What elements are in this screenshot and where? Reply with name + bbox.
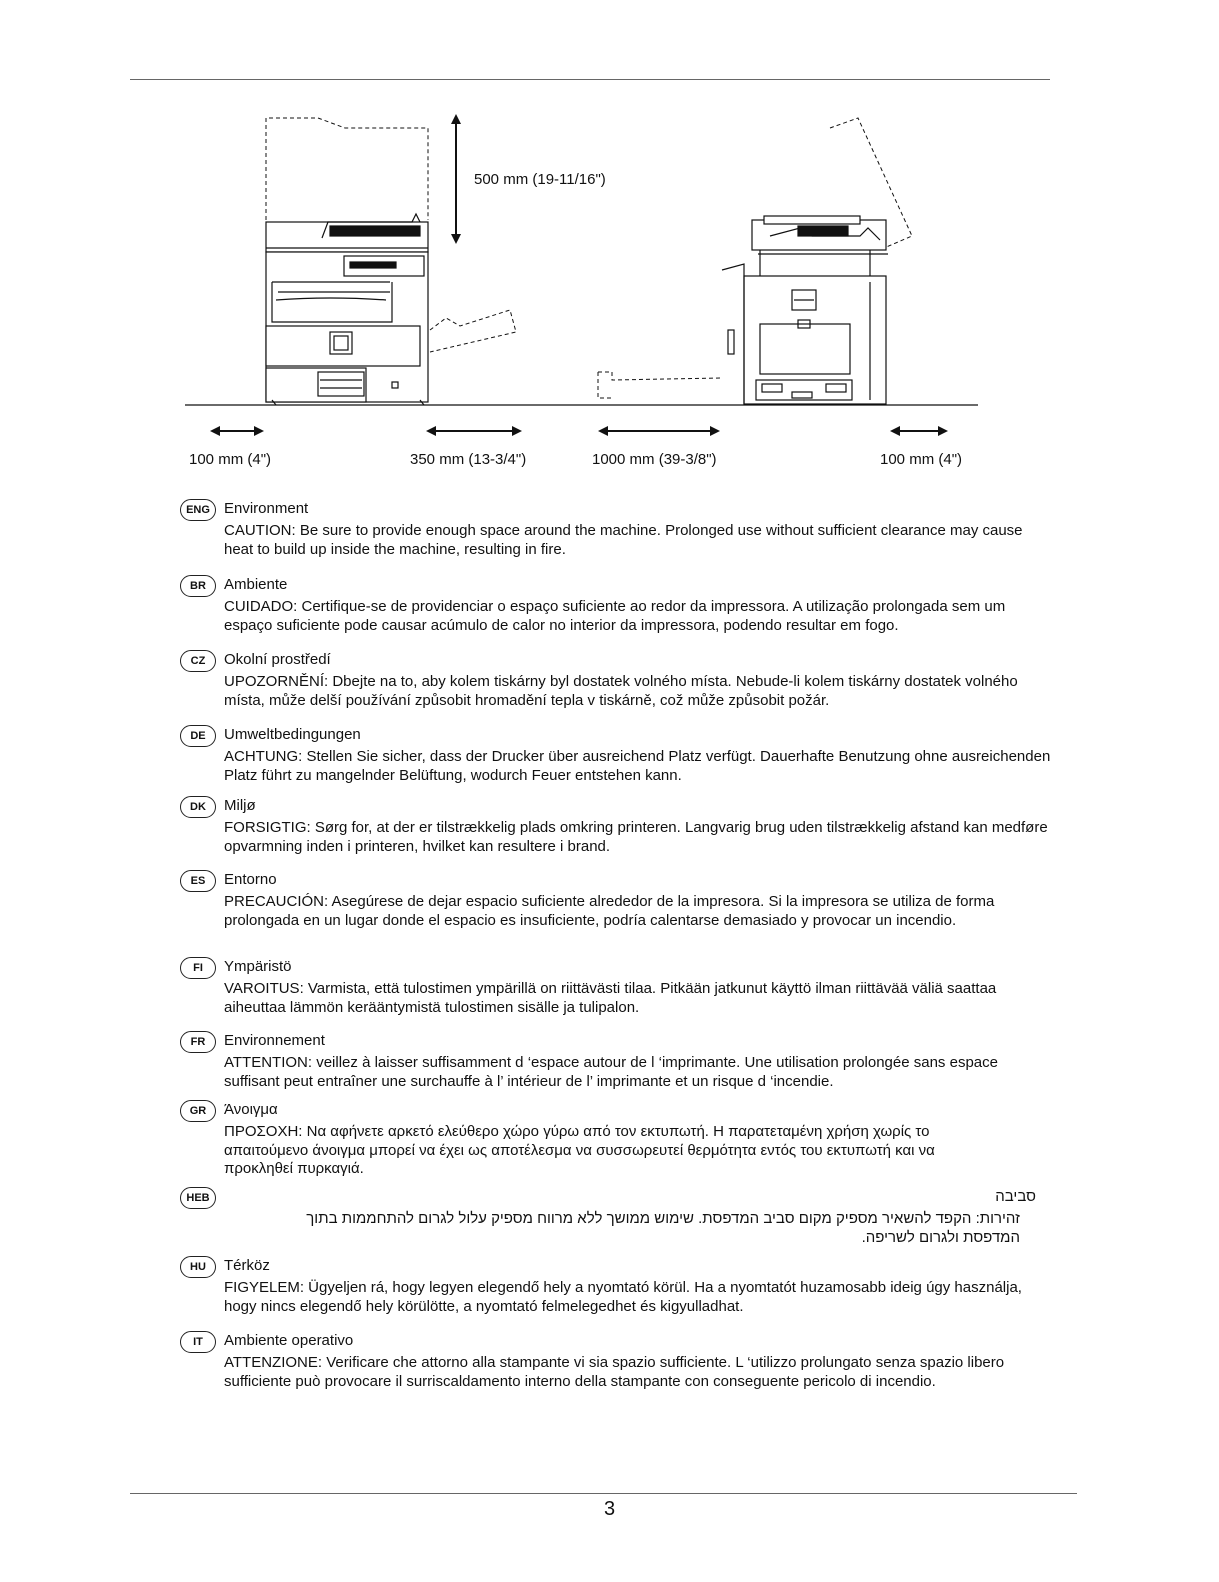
entry-heb [180, 1187, 1060, 1249]
entry-heading: Miljø [224, 797, 256, 814]
entry-body: ΠΡΟΣΟΧΗ: Να αφήνετε αρκετό ελεύθερο χώρο γύρω από τον εκτυπωτή. Η παρατεταμένη χρήση χωρίς το απαιτούμενο άνοιγμα μπορεί να έχει ως αποτέλεσμα να συσσωρευτεί θερμότητα εντός του εκτυπωτή και να προκληθεί πυρκαγιά. [224, 1123, 935, 1177]
entry-it [180, 1331, 1060, 1393]
language-badge: CZ [180, 650, 216, 672]
language-badge: ES [180, 870, 216, 892]
language-badge: DE [180, 725, 216, 747]
entry-cz [180, 650, 1060, 712]
entry-heading: Environment [224, 500, 309, 517]
language-badge: FI [180, 957, 216, 979]
bottom-rule [130, 1493, 1077, 1494]
language-badge: DK [180, 796, 216, 818]
entry-body: ATTENZIONE: Verificare che attorno alla stampante vi sia spazio sufficiente. L ‘utilizzo prolungato senza spazio libero sufficiente può provocare il surriscaldamento interno della stampante con conseguente pericolo di incendio. [224, 1354, 1005, 1390]
entry-body: UPOZORNĚNÍ: Dbejte na to, aby kolem tiskárny byl dostatek volného místa. Nebude-li kolem tiskárny dostatek volného místa, může delší používání způsobit hromadění tepla v tiskárně, což může způsobit požár. [224, 673, 1018, 709]
entry-body: FORSIGTIG: Sørg for, at der er tilstrækkelig plads omkring printeren. Langvarig brug uden tilstrækkelig afstand kan medføre opvarmning inden i printeren, hvilket kan resultere i brand. [224, 819, 1048, 855]
entry-heading: Okolní prostředí [224, 651, 331, 668]
entry-heading: Ympäristö [224, 958, 292, 975]
entry-heading: Térköz [224, 1257, 270, 1274]
entry-heading: Umweltbedingungen [224, 726, 361, 743]
entry-br [180, 575, 1060, 637]
open-drawer-outline [598, 372, 722, 398]
language-badge: GR [180, 1100, 216, 1122]
entry-body: CUIDADO: Certifique-se de providenciar o espaço suficiente ao redor da impressora. A utilização prolongada sem um espaço suficiente pode causar acúmulo de calor no interior da impressora, podendo resultar em fogo. [224, 598, 1006, 634]
language-badge: ENG [180, 499, 216, 521]
entry-body: ATTENTION: veillez à laisser suffisamment d ‘espace autour de l ‘imprimante. Une utilisation prolongée sans espace suffisant peut entraîner une surchauffe à l’ intérieur de l’ imprimante et un risque d ‘incendie. [224, 1054, 998, 1090]
language-badge: FR [180, 1031, 216, 1053]
entry-body: PRECAUCIÓN: Asegúrese de dejar espacio suficiente alrededor de la impresora. Si la impresora se utiliza de forma prolongada en un lugar donde el espacio es insuficiente, podría calentarse demasiado y provocar un incendio. [224, 893, 995, 929]
machine-side-view [266, 118, 428, 405]
entry-body: CAUTION: Be sure to provide enough space around the machine. Prolonged use without sufficient clearance may cause heat to build up inside the machine, resulting in fire. [224, 522, 1023, 558]
right-clearance-label: 100 mm (4") [880, 451, 963, 468]
entry-heading: Άνοιγμα [224, 1101, 278, 1118]
entry-fi [180, 957, 1060, 1019]
entry-de [180, 725, 1060, 787]
open-tray-outline [430, 310, 516, 352]
language-badge: BR [180, 575, 216, 597]
rear-clearance-label: 1000 mm (39-3/8") [592, 451, 717, 468]
language-badge: IT [180, 1331, 216, 1353]
entry-heading: סביבה [995, 1188, 1036, 1205]
entry-hu [180, 1256, 1060, 1318]
left-clearance-label: 100 mm (4") [189, 451, 272, 468]
entry-body: VAROITUS: Varmista, että tulostimen ympärillä on riittävästi tilaa. Pitkään jatkunut käyttö ilman riittävää väliä saattaa aiheuttaa lämmön kerääntymistä tulostimen sisälle ja tulipalon. [224, 980, 997, 1016]
entry-dk [180, 796, 1060, 858]
language-badge: HEB [180, 1187, 216, 1209]
entry-eng [180, 499, 1060, 561]
clearance-diagram [0, 0, 1219, 480]
entry-heading: Ambiente [224, 576, 288, 593]
entry-body: ACHTUNG: Stellen Sie sicher, dass der Drucker über ausreichend Platz verfügt. Dauerhafte Benutzung ohne ausreichenden Platz führt zu mangelnder Belüftung, wodurch Feuer entstehen kann. [224, 748, 1051, 784]
language-badge: HU [180, 1256, 216, 1278]
entry-body: זהירות: הקפד להשאיר מספיק מקום סביב המדפסת. שימוש ממושך ללא מרווח מספיק עלול לגרום להתחממות בתוך המדפסת ולגרום לשריפה. [306, 1210, 1020, 1246]
entry-heading: Environnement [224, 1032, 325, 1049]
top-clearance-label: 500 mm (19-11/16") [474, 171, 606, 188]
entry-heading: Ambiente operativo [224, 1332, 354, 1349]
machine-front-view [722, 118, 912, 404]
entry-body: FIGYELEM: Ügyeljen rá, hogy legyen elegendő hely a nyomtató körül. Ha a nyomtatót huzamosabb ideig úgy használja, hogy nincs elegendő hely körülötte, a nyomtató felmelegedhet és kigyulladhat. [224, 1279, 1022, 1315]
page-number: 3 [603, 1498, 616, 1520]
front-clearance-label: 350 mm (13-3/4") [410, 451, 527, 468]
entry-gr [180, 1100, 1060, 1180]
entry-es [180, 870, 1060, 950]
entry-heading: Entorno [224, 871, 277, 888]
entry-fr [180, 1031, 1060, 1093]
